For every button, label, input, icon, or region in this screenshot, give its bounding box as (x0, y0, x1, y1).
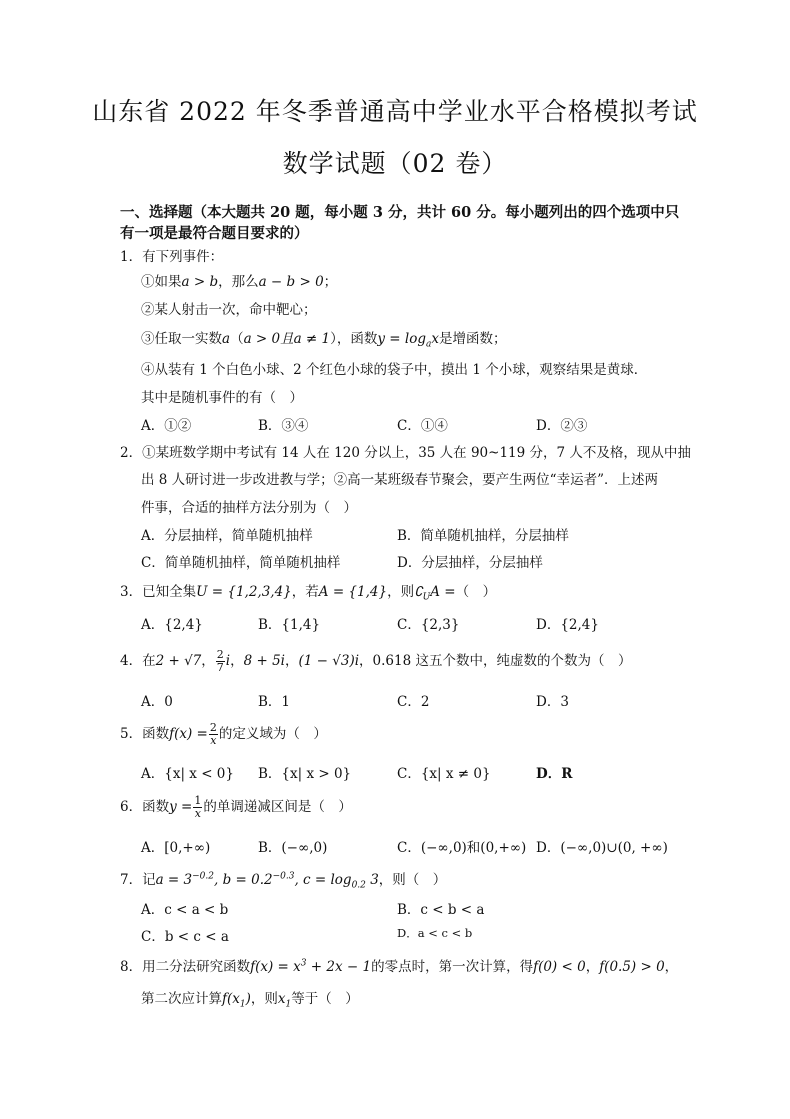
q2-line-3: 件事，合适的抽样方法分别为（ ） (141, 500, 357, 516)
q5-stem: 5．函数f(x) = $\frac{2}{x}$ 的定义域为（ ） (120, 721, 327, 747)
q2-line-2: 出 8 人研讨进一步改进教与学；②高一某班级春节聚会，要产生两位“幸运者”．上述两 (141, 472, 658, 488)
exam-subtitle: 数学试题（02 卷） (282, 149, 508, 178)
q4-stem: 4．在2 + √7， $\frac{2}{7}$ i，8 + 5i，(1 − √3)i，0.618 这五个数中，纯虚数的个数为（ ） (120, 648, 632, 674)
exam-title: 山东省 2022 年冬季普通高中学业水平合格模拟考试 (92, 97, 698, 126)
q2-option-c: C．简单随机抽样，简单随机抽样 (141, 555, 341, 571)
q1-option-a: A．①② (141, 418, 192, 434)
q1-option-c: C．①④ (397, 418, 448, 434)
q1-event-2: ②某人射击一次，命中靶心； (141, 302, 317, 318)
q4-option-b: B．1 (258, 694, 291, 710)
q3-stem: 3．已知全集U = {1,2,3,4}，若A = {1,4}，则$∁_UA$ =（ ） (120, 584, 497, 603)
q6-stem: 6．函数y = $\frac{1}{x}$ 的单调递减区间是（ ） (120, 794, 352, 820)
q1-option-d: D．②③ (536, 418, 588, 434)
q4-option-a: A．0 (141, 694, 173, 710)
q7-stem: 7．记$a = 3^{-0.2}$, $b = 0.2^{-0.3}$, $c = \log_{0.2} 3$，则（ ） (120, 871, 447, 891)
q8-line-2: 第二次应计算$f(x_1)$，则$x_1$等于（ ） (141, 991, 359, 1010)
q5-option-d: D．R (536, 766, 573, 782)
q4-option-d: D．3 (536, 694, 569, 710)
section-heading: 一、选择题（本大题共 20 题，每小题 3 分，共计 60 分。每小题列出的四个选项中只有一项是最符合题目要求的） (120, 204, 680, 242)
q1-event-3: ③任取一实数a（a > 0且a ≠ 1），函数$y = \log_ax$是增函数； (141, 331, 507, 350)
q5-option-a: A．{x| x < 0} (141, 766, 234, 782)
q1-stem: 1．有下列事件： (120, 249, 224, 265)
q5-option-c: C．{x| x ≠ 0} (397, 766, 491, 782)
q3-option-c: C．{2,3} (397, 617, 460, 633)
q1-ask: 其中是随机事件的有（ ） (141, 390, 303, 406)
q3-option-a: A．{2,4} (141, 617, 203, 633)
q6-option-a: A．[0,+∞) (141, 840, 211, 856)
q5-fraction: $\frac{2}{x}$ (209, 721, 217, 747)
q3-option-d: D．{2,4} (536, 617, 599, 633)
q4-option-c: C．2 (397, 694, 430, 710)
q7-option-a: A．c < a < b (141, 902, 229, 918)
q8-line-1: 8．用二分法研究函数$f(x) = x^3 + 2x - 1$的零点时，第一次计算，得f(0) < 0，f(0.5) > 0， (120, 958, 679, 975)
q7-option-c: C．b < c < a (141, 929, 229, 945)
q6-option-d: D．(−∞,0)∪(0, +∞) (536, 840, 668, 856)
q3-option-b: B．{1,4} (258, 617, 321, 633)
q7-option-b: B．c < b < a (397, 902, 485, 918)
q2-option-d: D．分层抽样，分层抽样 (397, 555, 543, 571)
q2-option-b: B．简单随机抽样，分层抽样 (397, 528, 569, 544)
q6-option-b: B．(−∞,0) (258, 840, 328, 856)
q1-event-1: ①如果a > b，那么a − b > 0； (141, 274, 338, 290)
q2-line-1: 2．①某班数学期中考试有 14 人在 120 分以上，35 人在 90~119 分，7 人不及格，现从中抽 (120, 445, 691, 461)
q7-option-d: D．a < c < b (397, 926, 473, 940)
q2-option-a: A．分层抽样，简单随机抽样 (141, 528, 313, 544)
q5-option-b: B．{x| x > 0} (258, 766, 352, 782)
q4-fraction: $\frac{2}{7}$ (216, 648, 224, 674)
q1-event-4: ④从装有 1 个白色小球、2 个红色小球的袋子中，摸出 1 个小球，观察结果是黄球． (141, 362, 648, 378)
q6-option-c: C．(−∞,0)和(0,+∞) (397, 840, 527, 856)
q6-fraction: $\frac{1}{x}$ (194, 794, 202, 820)
q1-option-b: B．③④ (258, 418, 309, 434)
